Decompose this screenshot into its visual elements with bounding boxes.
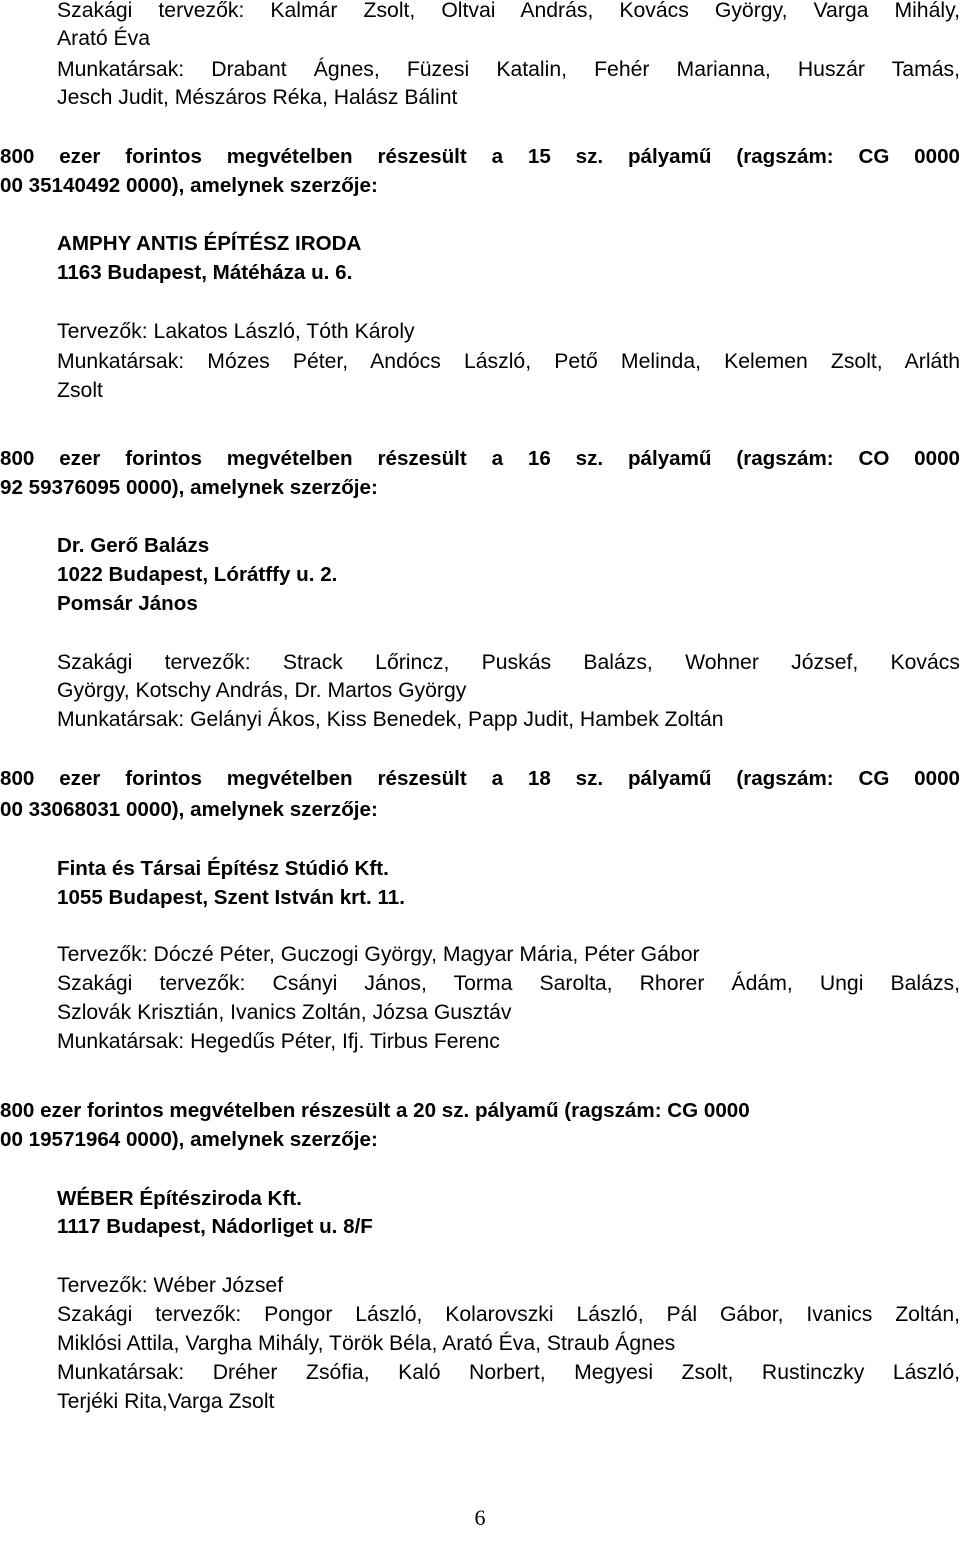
award-15-designers: Tervezők: Lakatos László, Tóth Károly (57, 320, 415, 343)
award-20-specialists-line-1: Szakági tervezők: Pongor László, Kolarovszki László, Pál Gábor, Ivanics Zoltán, (57, 1303, 960, 1326)
award-20-specialists-line-2: Miklósi Attila, Vargha Mihály, Török Béla, Arató Éva, Straub Ágnes (57, 1332, 676, 1355)
award-16-author-name-1: Dr. Gerő Balázs (57, 534, 210, 557)
award-18-author-name: Finta és Társai Építész Stúdió Kft. (57, 857, 389, 880)
award-15-collaborators-line-2: Zsolt (57, 379, 103, 402)
award-20-author-address: 1117 Budapest, Nádorliget u. 8/F (57, 1215, 373, 1238)
award-20-designers: Tervezők: Wéber József (57, 1274, 284, 1297)
award-18-designers: Tervezők: Dóczé Péter, Guczogi György, Magyar Mária, Péter Gábor (57, 943, 700, 966)
award-15-author-name: AMPHY ANTIS ÉPÍTÉSZ IRODA (57, 232, 362, 255)
award-16-author-name-2: Pomsár János (57, 592, 198, 615)
award-15-collaborators-line-1: Munkatársak: Mózes Péter, Andócs László, Pető Melinda, Kelemen Zsolt, Arláth (57, 350, 960, 373)
award-16-heading-line-1: 800 ezer forintos megvételben részesült a 16 sz. pályamű (ragszám: CO 0000 (0, 447, 960, 470)
award-18-specialists-line-1: Szakági tervezők: Csányi János, Torma Sarolta, Rhorer Ádám, Ungi Balázs, (57, 972, 960, 995)
award-20-heading-line-2: 00 19571964 0000), amelynek szerzője: (0, 1128, 378, 1151)
award-18-specialists-line-2: Szlovák Krisztián, Ivanics Zoltán, Józsa Gusztáv (57, 1001, 512, 1024)
award-18-collaborators: Munkatársak: Hegedűs Péter, Ifj. Tirbus Ferenc (57, 1030, 500, 1053)
award-20-collaborators-line-1: Munkatársak: Dréher Zsófia, Kaló Norbert, Megyesi Zsolt, Rustinczky László, (57, 1361, 960, 1384)
award-16-author-address: 1022 Budapest, Lórátffy u. 2. (57, 563, 338, 586)
intro-specialists-line-2: Arató Éva (57, 27, 151, 50)
award-18-heading-line-2: 00 33068031 0000), amelynek szerzője: (0, 798, 378, 821)
award-15-heading-line-2: 00 35140492 0000), amelynek szerzője: (0, 174, 378, 197)
award-15-author-address: 1163 Budapest, Mátéháza u. 6. (57, 261, 353, 284)
award-16-heading-line-2: 92 59376095 0000), amelynek szerzője: (0, 476, 378, 499)
award-20-heading-line-1: 800 ezer forintos megvételben részesült a 20 sz. pályamű (ragszám: CG 0000 (0, 1099, 750, 1122)
intro-specialists-line-1: Szakági tervezők: Kalmár Zsolt, Oltvai András, Kovács György, Varga Mihály, (57, 0, 960, 22)
intro-collaborators-line-1: Munkatársak: Drabant Ágnes, Füzesi Katalin, Fehér Marianna, Huszár Tamás, (57, 58, 960, 81)
award-20-author-name: WÉBER Építésziroda Kft. (57, 1187, 302, 1210)
award-20-collaborators-line-2: Terjéki Rita,Varga Zsolt (57, 1390, 275, 1413)
award-16-specialists-line-2: György, Kotschy András, Dr. Martos György (57, 679, 467, 702)
award-16-collaborators: Munkatársak: Gelányi Ákos, Kiss Benedek, Papp Judit, Hambek Zoltán (57, 708, 724, 731)
award-18-heading-line-1: 800 ezer forintos megvételben részesült a 18 sz. pályamű (ragszám: CG 0000 (0, 767, 960, 790)
award-16-specialists-line-1: Szakági tervezők: Strack Lőrincz, Puskás Balázs, Wohner József, Kovács (57, 651, 960, 674)
award-18-author-address: 1055 Budapest, Szent István krt. 11. (57, 886, 405, 909)
page-number: 6 (474, 1505, 486, 1530)
award-15-heading-line-1: 800 ezer forintos megvételben részesült a 15 sz. pályamű (ragszám: CG 0000 (0, 145, 960, 168)
intro-collaborators-line-2: Jesch Judit, Mészáros Réka, Halász Bálint (57, 86, 458, 109)
